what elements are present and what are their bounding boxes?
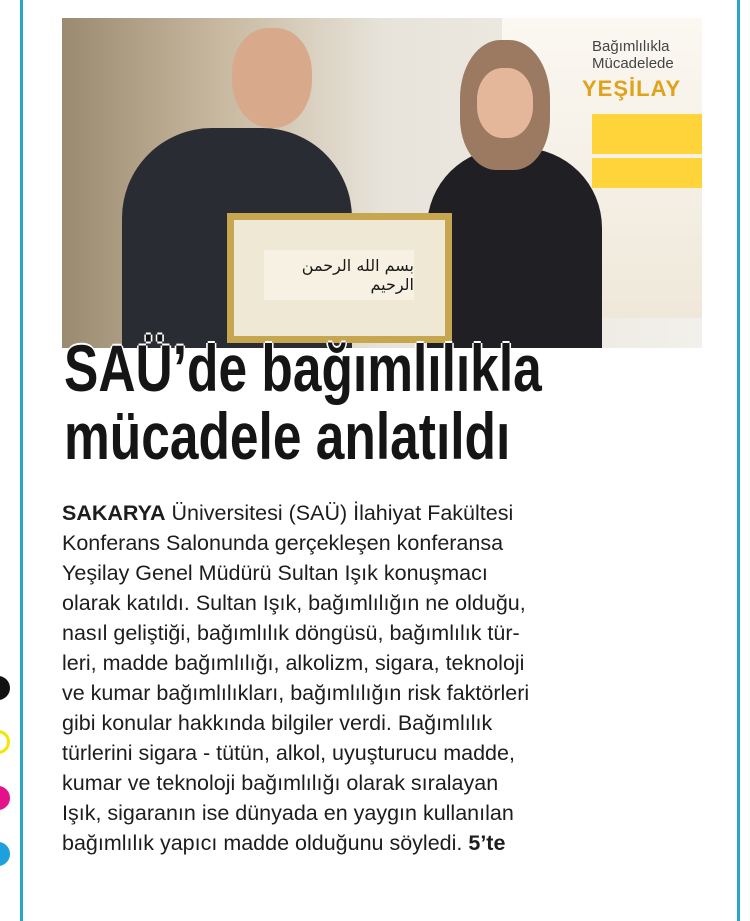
article-line: nasıl geliştiği, bağımlılık döngüsü, bağımlılık tür- bbox=[62, 621, 520, 645]
article-line: SAKARYA Üniversitesi (SAÜ) İlahiyat Fakültesi bbox=[62, 501, 514, 525]
article-body bbox=[62, 498, 702, 858]
screen-date-band bbox=[592, 158, 702, 188]
registration-mark-yellow bbox=[0, 730, 10, 754]
registration-mark-magenta bbox=[0, 786, 10, 810]
headline-line-2: mücadele anlatıldı bbox=[64, 399, 511, 473]
registration-mark-cyan bbox=[0, 842, 10, 866]
calligraphy-text: بسم الله الرحمن الرحيم bbox=[264, 250, 414, 300]
screen-brand: YEŞİLAY bbox=[582, 76, 682, 101]
article-line: gibi konular hakkında bilgiler verdi. Bağımlılık bbox=[62, 711, 493, 735]
registration-mark-black bbox=[0, 676, 10, 700]
page-border-left bbox=[20, 0, 23, 921]
article-line: kumar ve teknoloji bağımlılığı olarak sıralayan bbox=[62, 771, 499, 795]
headline bbox=[64, 331, 579, 473]
article-line: ve kumar bağımlılıkları, bağımlılığın risk faktörleri bbox=[62, 681, 530, 705]
article-line: Işık, sigaranın ise dünyada en yaygın kullanılan bbox=[62, 801, 514, 825]
page-border-right bbox=[737, 0, 740, 921]
man-head bbox=[232, 28, 312, 128]
continuation-ref: 5’te bbox=[468, 831, 506, 855]
woman-figure bbox=[427, 148, 602, 348]
news-photo bbox=[62, 18, 702, 348]
article-line: leri, madde bağımlılığı, alkolizm, sigara, teknoloji bbox=[62, 651, 525, 675]
screen-title: Bağımlılıkla Mücadelede bbox=[592, 38, 674, 72]
woman-face bbox=[477, 68, 533, 138]
article-line: Konferans Salonunda gerçekleşen konferansa bbox=[62, 531, 504, 555]
framed-calligraphy bbox=[227, 213, 452, 343]
dateline: SAKARYA bbox=[62, 501, 166, 525]
screen-yellow-band bbox=[592, 114, 702, 154]
article-line: Yeşilay Genel Müdürü Sultan Işık konuşmacı bbox=[62, 561, 488, 585]
article-line: türlerini sigara - tütün, alkol, uyuşturucu madde, bbox=[62, 741, 515, 765]
article-line: bağımlılık yapıcı madde olduğunu söyledi. 5’te bbox=[62, 831, 506, 855]
headline-line-1: SAÜ’de bağımlılıkla bbox=[64, 331, 542, 405]
article-line: olarak katıldı. Sultan Işık, bağımlılığın ne olduğu, bbox=[62, 591, 526, 615]
